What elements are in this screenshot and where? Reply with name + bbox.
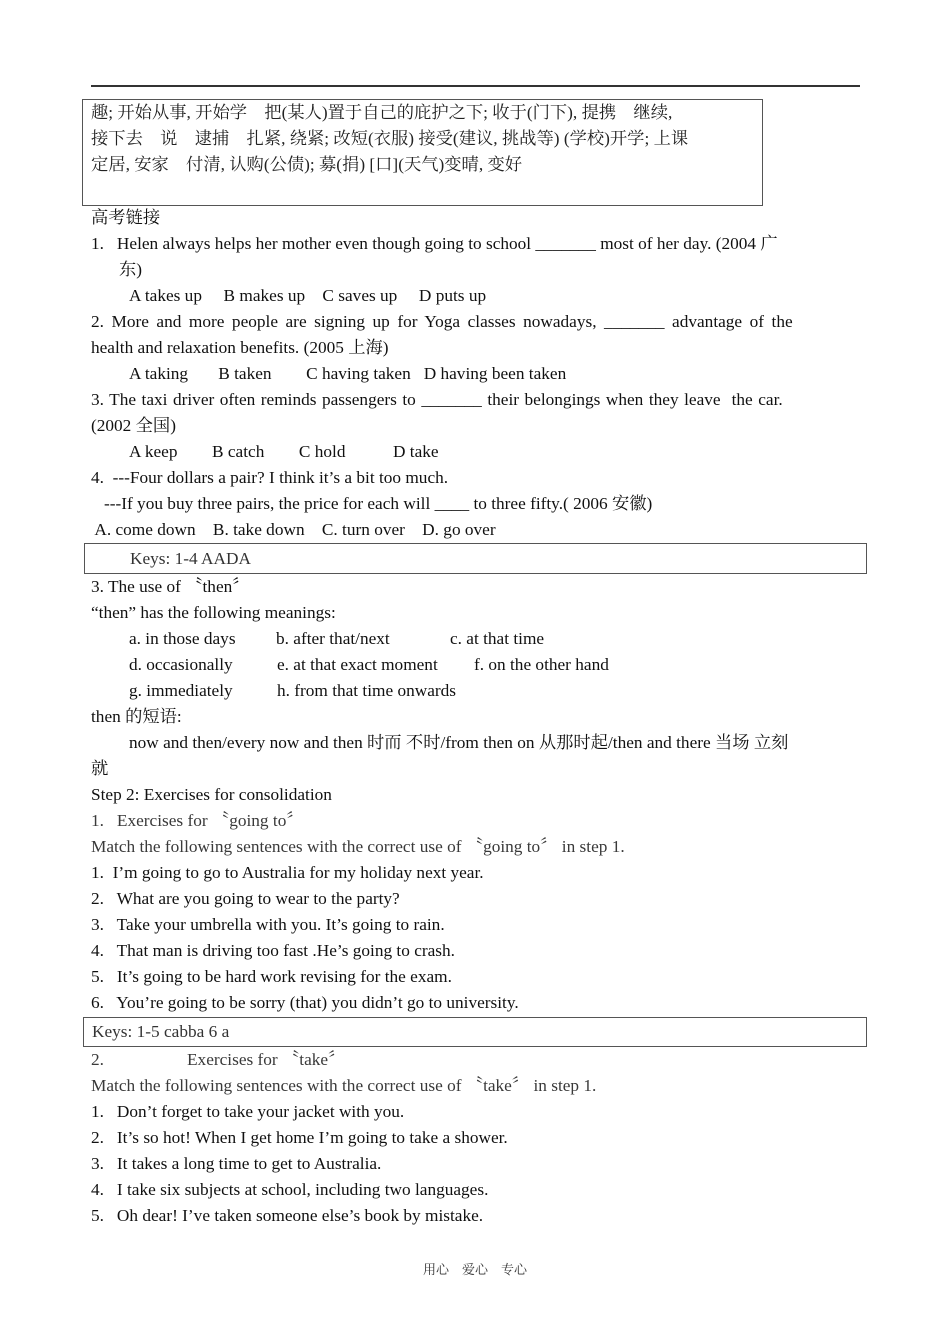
keys-box-gaokao: [84, 543, 867, 574]
keys-box-going-to: [83, 1017, 867, 1047]
question-3-text-cont: (2002 全国): [91, 416, 176, 435]
question-2-text-cont: health and relaxation benefits. (2005 上海): [91, 338, 389, 357]
going-to-item: 4. That man is driving too fast .He’s going to crash.: [91, 941, 455, 960]
question-1-text-cont: 东): [119, 260, 143, 279]
question-2-options: A taking B taken C having taken D having been taken: [129, 364, 567, 383]
keys-text: Keys: 1-4 AADA: [130, 549, 251, 568]
meaning-item: e. at that exact moment: [277, 655, 438, 674]
going-to-item: 2. What are you going to wear to the party?: [91, 889, 400, 908]
going-to-item: 6. You’re going to be sorry (that) you didn’t go to university.: [91, 993, 519, 1012]
take-item: 2. It’s so hot! When I get home I’m going to take a shower.: [91, 1128, 508, 1147]
definitions-box: [82, 99, 763, 206]
take-item: 1. Don’t forget to take your jacket with you.: [91, 1102, 405, 1121]
take-item: 5. Oh dear! I’ve taken someone else’s book by mistake.: [91, 1206, 484, 1225]
question-3-options: A keep B catch C hold D take: [129, 442, 439, 461]
question-1-text: 1. Helen always helps her mother even though going to school _______ most of her day. (2004 广: [91, 234, 778, 253]
question-4-text: 4. ---Four dollars a pair? I think it’s a bit too much.: [91, 468, 449, 487]
definitions-line: 接下去 说 逮捕 扎紧, 绕紧; 改短(衣服) 接受(建议, 挑战等) (学校)开学; 上课: [91, 129, 689, 148]
take-title: [91, 1047, 345, 1073]
then-intro: “then” has the following meanings:: [91, 603, 336, 622]
definitions-line: 趣; 开始从事, 开始学 把(某人)置于自己的庇护之下; 收于(门下), 提携 继续,: [91, 103, 673, 122]
take-title-number: 2.: [91, 1050, 104, 1069]
meaning-item: b. after that/next: [276, 629, 390, 648]
going-to-item: 5. It’s going to be hard work revising for the exam.: [91, 967, 452, 986]
meaning-item: c. at that time: [450, 629, 545, 648]
going-to-title: 1. Exercises for 〝going to〞: [91, 811, 304, 830]
then-phrases-cont: 就: [91, 759, 109, 778]
meaning-item: h. from that time onwards: [277, 681, 457, 700]
then-phrases-heading: then 的短语:: [91, 707, 182, 726]
take-item: 4. I take six subjects at school, including two languages.: [91, 1180, 489, 1199]
then-phrases: now and then/every now and then 时而 不时/from then on 从那时起/then and there 当场 立刻: [129, 733, 789, 752]
question-1-options: A takes up B makes up C saves up D puts up: [129, 286, 487, 305]
take-title-text: Exercises for 〝take〞: [187, 1050, 346, 1069]
definitions-line: 定居, 安家 付清, 认购(公债); 募(捐) [口](天气)变晴, 变好: [91, 155, 523, 174]
take-item: 3. It takes a long time to get to Australia.: [91, 1154, 382, 1173]
meaning-item: d. occasionally: [129, 655, 233, 674]
going-to-item: 3. Take your umbrella with you. It’s going to rain.: [91, 915, 445, 934]
gaokao-heading: 高考链接: [91, 208, 161, 227]
going-to-instruction: Match the following sentences with the correct use of 〝going to〞 in step 1.: [91, 837, 625, 856]
going-to-item: 1. I’m going to go to Australia for my holiday next year.: [91, 863, 484, 882]
meaning-item: a. in those days: [129, 629, 236, 648]
then-meanings-row: [129, 678, 456, 704]
question-4-text-cont: ---If you buy three pairs, the price for each will ____ to three fifty.( 2006 安徽): [91, 494, 653, 513]
meaning-item: f. on the other hand: [474, 655, 609, 674]
header-rule: [91, 85, 860, 87]
question-3-text: 3. The taxi driver often reminds passengers to _______ their belongings when they leave the car.: [91, 390, 783, 409]
question-2-text: 2. More and more people are signing up for Yoga classes nowadays, _______ advantage of the: [91, 312, 793, 331]
meaning-item: g. immediately: [129, 681, 233, 700]
then-heading: 3. The use of 〝then〞: [91, 577, 250, 596]
then-meanings-row: [129, 652, 609, 678]
take-instruction: Match the following sentences with the correct use of 〝take〞 in step 1.: [91, 1076, 597, 1095]
step2-heading: Step 2: Exercises for consolidation: [91, 785, 332, 804]
then-meanings-row: [129, 626, 544, 652]
keys-text: Keys: 1-5 cabba 6 a: [92, 1022, 230, 1041]
page-footer: 用心 爱心 专心: [422, 1262, 527, 1277]
question-4-options: A. come down B. take down C. turn over D. go over: [91, 520, 496, 539]
